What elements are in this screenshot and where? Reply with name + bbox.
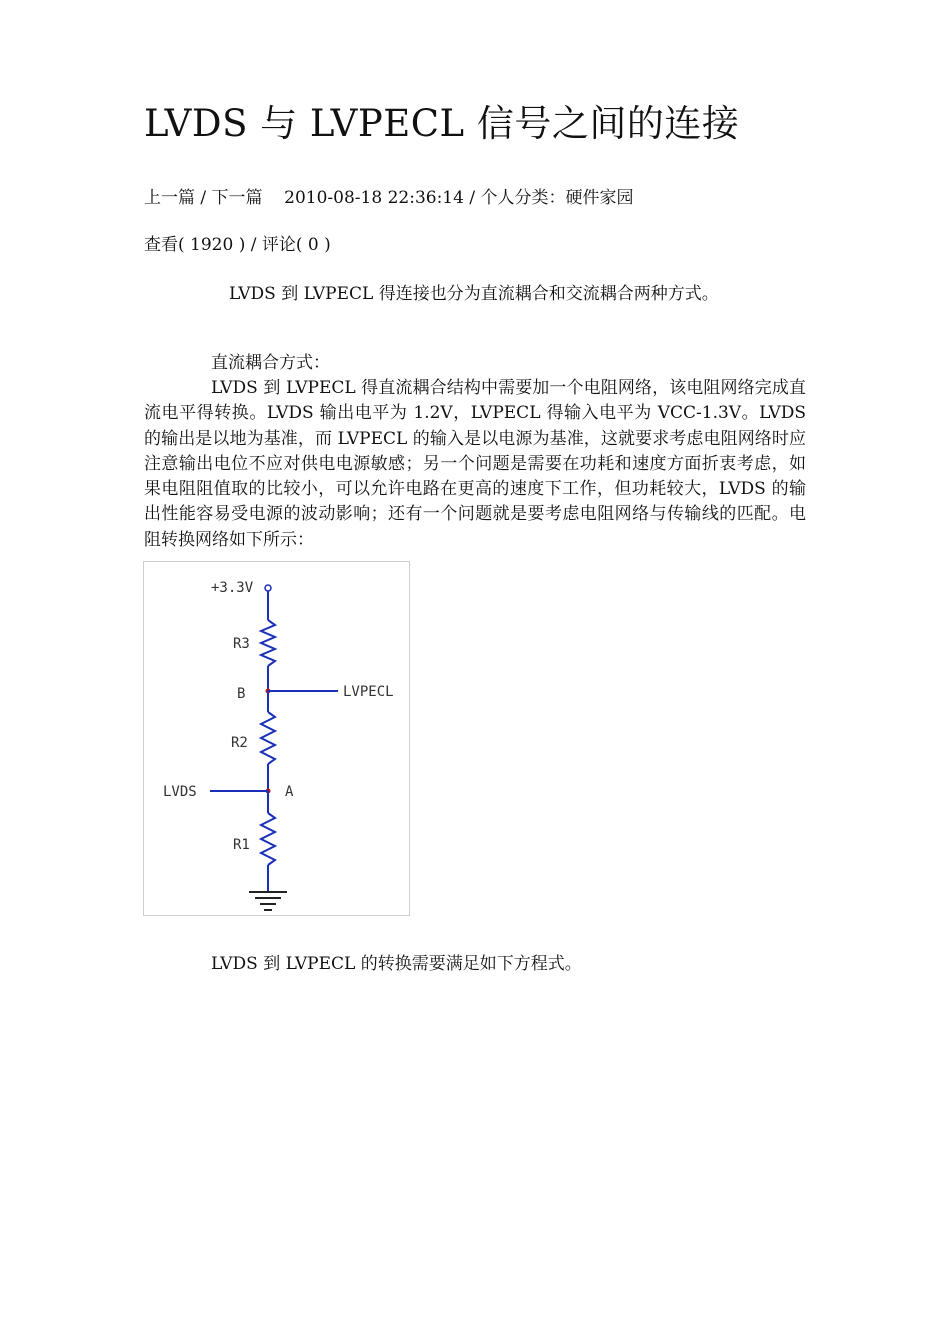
comments-link[interactable]: 评论( 0 )	[261, 235, 331, 255]
resistor-network-figure	[143, 561, 410, 916]
conclusion-paragraph: LVDS 到 LVPECL 的转换需要满足如下方程式。	[211, 954, 582, 974]
next-article-link[interactable]: 下一篇	[211, 188, 263, 208]
r3-label: R3	[233, 636, 250, 652]
supply-label: +3.3V	[211, 580, 254, 596]
meta-separator: /	[245, 235, 262, 255]
view-count: 查看( 1920 )	[144, 235, 246, 255]
ground-icon	[249, 892, 287, 910]
resistor-r2	[261, 712, 275, 764]
prev-article-link[interactable]: 上一篇	[144, 188, 195, 208]
supply-terminal	[265, 585, 271, 591]
r2-label: R2	[231, 735, 248, 751]
lvds-label: LVDS	[163, 784, 197, 800]
resistor-r3	[261, 620, 275, 666]
r1-label: R1	[233, 837, 250, 853]
article-stats	[144, 233, 331, 257]
circuit-diagram	[144, 562, 411, 917]
resistor-r1	[261, 813, 275, 865]
article-meta	[144, 186, 634, 210]
category-link[interactable]: 个人分类：硬件家园	[480, 188, 634, 208]
meta-separator: /	[463, 188, 481, 208]
body-paragraph: LVDS 到 LVPECL 得直流耦合结构中需要加一个电阻网络，该电阻网络完成直流电平得转换。LVDS 输出电平为 1.2V，LVPECL 得输入电平为 VCC-1.3V。LVDS 的输出是以地为基准，而 LVPECL 的输入是以电源为基准，这就要求考虑电阻网络时应注意输出电位不应对供电电源敏感；另一个问题是需要在功耗和速度方面折衷考虑，如果电阻阻值取的比较小，可以允许电路在更高的速度下工作，但功耗较大，LVDS 的输出性能容易受电源的波动影响；还有一个问题就是要考虑电阻网络与传输线的匹配。电阻转换网络如下所示：	[144, 378, 806, 550]
meta-separator: /	[195, 188, 212, 208]
publish-datetime: 2010-08-18 22:36:14	[284, 188, 464, 208]
lvpecl-label: LVPECL	[343, 684, 394, 700]
page-title: LVDS 与 LVPECL 信号之间的连接	[144, 102, 740, 145]
section-heading: 直流耦合方式：	[211, 353, 330, 373]
intro-paragraph: LVDS 到 LVPECL 得连接也分为直流耦合和交流耦合两种方式。	[229, 284, 719, 304]
node-b-label: B	[237, 686, 246, 702]
node-a-label: A	[285, 784, 294, 800]
